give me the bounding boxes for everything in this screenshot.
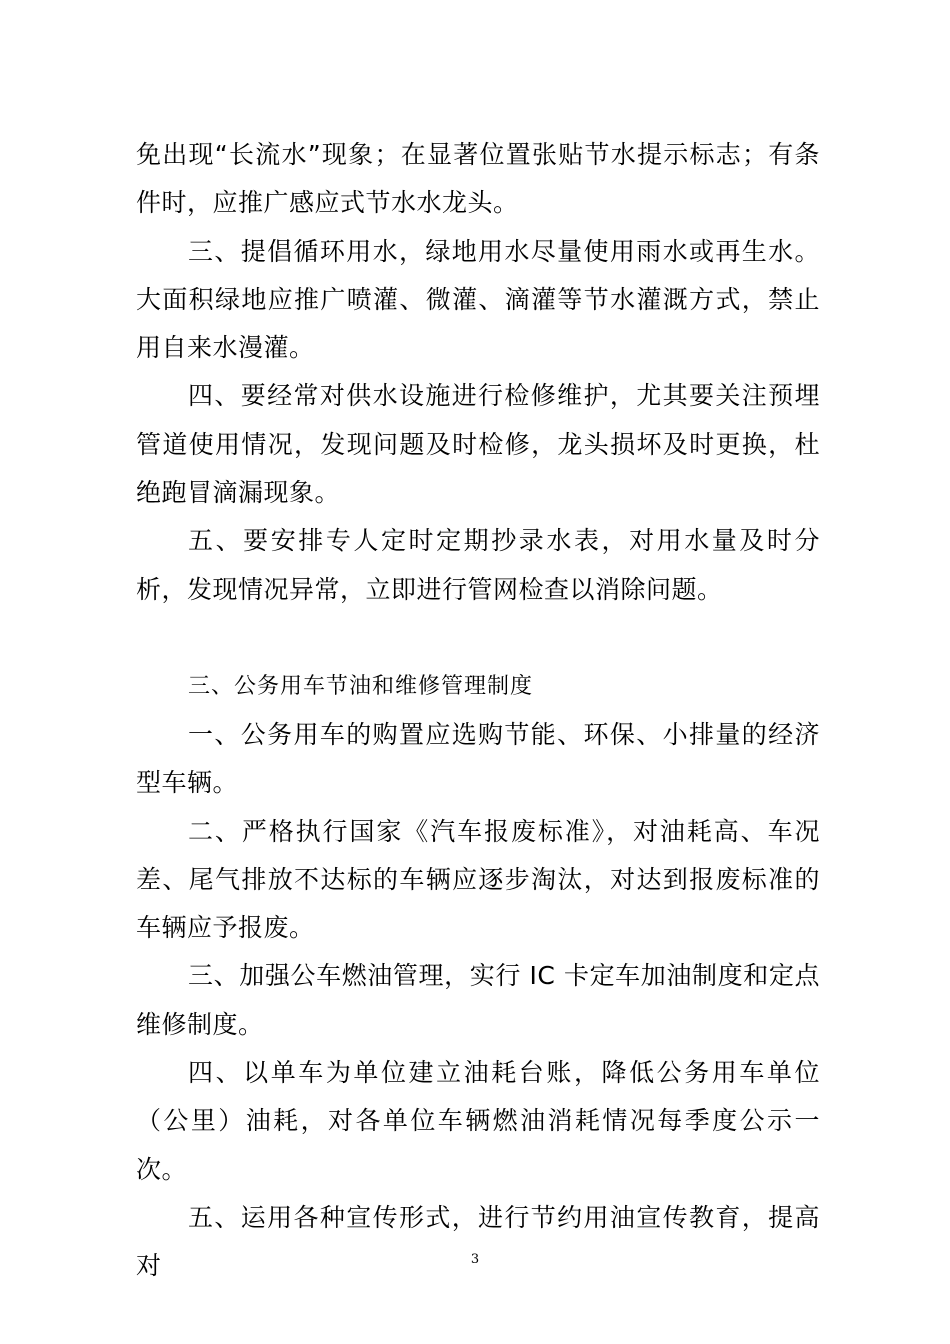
paragraph-facility-maintenance: 四、要经常对供水设施进行检修维护，尤其要关注预埋管道使用情况，发现问题及时检修，龙头损坏及时更换，杜绝跑冒滴漏现象。	[136, 381, 820, 508]
document-body	[136, 131, 820, 1291]
paragraph-water-recycling: 三、提倡循环用水，绿地用水尽量使用雨水或再生水。大面积绿地应推广喷灌、微灌、滴灌等节水灌溉方式，禁止用自来水漫灌。	[136, 236, 820, 363]
paragraph-publicity: 五、运用各种宣传形式，进行节约用油宣传教育，提高对	[136, 1202, 820, 1281]
page-number: 3	[470, 1252, 480, 1267]
paragraph-fuel-ledger: 四、以单车为单位建立油耗台账，降低公务用车单位（公里）油耗，对各单位车辆燃油消耗情况每季度公示一次。	[136, 1058, 820, 1184]
paragraph-meter-reading: 五、要安排专人定时定期抄录水表，对用水量及时分析，发现情况异常，立即进行管网检查以消除问题。	[136, 526, 820, 604]
paragraph-continuation: 免出现“长流水”现象；在显著位置张贴节水提示标志；有条件时，应推广感应式节水水龙头。	[136, 140, 820, 218]
paragraph-vehicle-scrapping: 二、严格执行国家《汽车报废标准》，对油耗高、车况差、尾气排放不达标的车辆应逐步淘汰，对达到报废标准的车辆应予报废。	[136, 816, 820, 943]
section-heading: 三、公务用车节油和维修管理制度	[188, 673, 534, 699]
section-spacer	[136, 614, 820, 663]
paragraph-fuel-management: 三、加强公车燃油管理，实行 IC 卡定车加油制度和定点维修制度。	[136, 961, 820, 1039]
paragraph-vehicle-purchase: 一、公务用车的购置应选购节能、环保、小排量的经济型车辆。	[136, 719, 820, 798]
